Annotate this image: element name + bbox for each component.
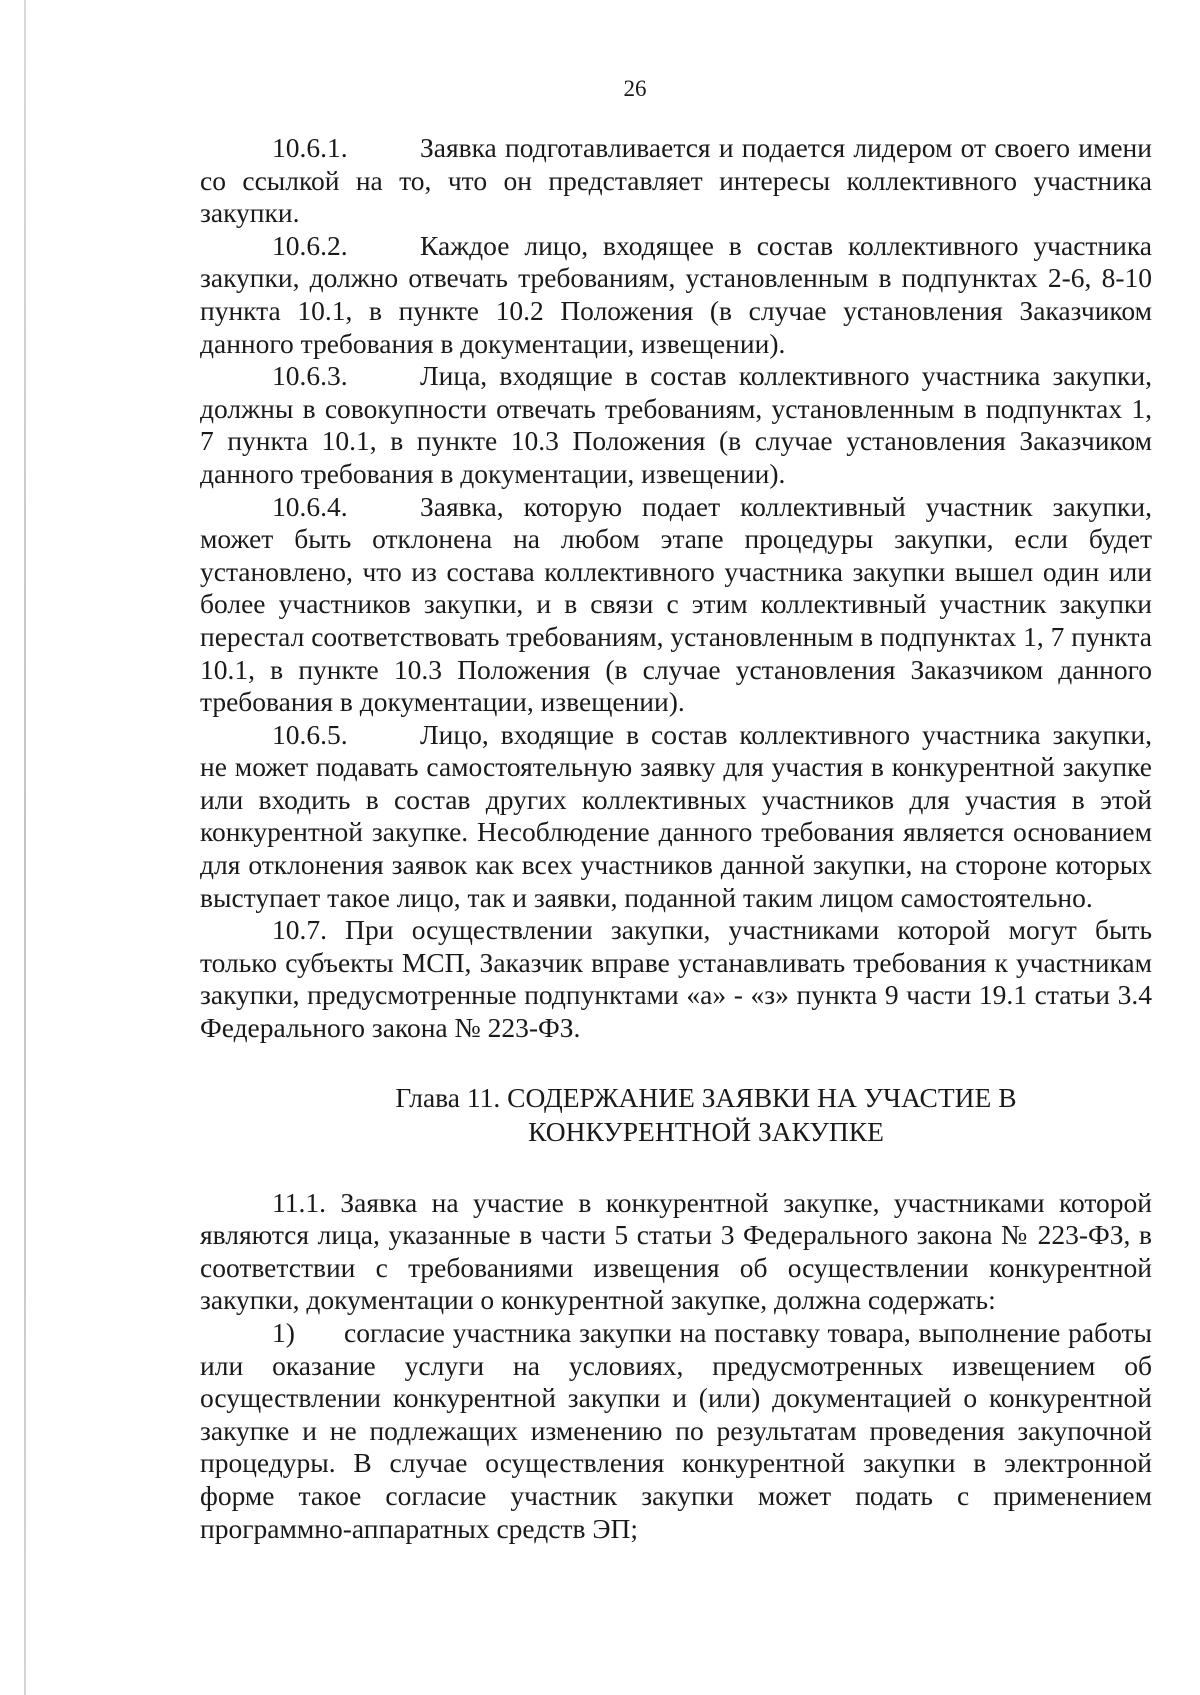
clause-number: 10.6.5. [272,718,348,750]
list-item-number: 1) [272,1317,295,1348]
chapter-title-line-1: Глава 11. СОДЕРЖАНИЕ ЗАЯВКИ НА УЧАСТИЕ В [395,1081,1017,1113]
list-item-text: согласие участника закупки на поставку товара, выполнение работы или оказание услуги на условиях, предусмотренных извещением об осуществлении конкурентной закупки и (или) документацией о конкурентной закупке и не подлежащих изменению по результатам проведения закупочной процедуры. В случае осуществления конкурентной закупки в электронной форме такое согласие участник закупки может подать с применением программно-аппаратных средств ЭП; [200,1317,1152,1544]
clause-text: Лица, входящие в состав коллективного участника закупки, должны в совокупности отвечать требованиям, установленным в подпунктах 1, 7 пункта 10.1, в пункте 10.3 Положения (в случае установления Заказчиком данного требования в документации, извещении). [200,360,1152,489]
clause-10-7: 10.7. При осуществлении закупки, участниками которой могут быть только субъекты МСП, Заказчик вправе устанавливать требования к участникам закупки, предусмотренные подпунктами «а» - «з» пункта 9 части 19.1 статьи 3.4 Федерального закона № 223-ФЗ. [200,914,1152,1044]
clause-number: 10.6.3. [272,360,348,392]
clause-number: 10.6.4. [272,490,348,522]
clause-number: 10.6.1. [272,132,348,163]
clause-10-6-4 [200,491,1152,719]
clause-10-6-2 [200,230,1152,360]
chapter-title [200,1081,1152,1149]
clause-10-6-1 [200,132,1152,230]
clause-text: Каждое лицо, входящее в состав коллективного участника закупки, должно отвечать требованиям, установленным в подпунктах 2-6, 8-10 пункта 10.1, в пункте 10.2 Положения (в случае установления Заказчиком данного требования в документации, извещении). [200,229,1152,359]
chapter-title-line-2: КОНКУРЕНТНОЙ ЗАКУПКЕ [528,1115,884,1147]
clause-text: Заявка, которую подает коллективный участник закупки, может быть отклонена на любом этапе процедуры закупки, если будет установлено, что из состава коллективного участника закупки вышел один или более участников закупки, и в связи с этим коллективный участник закупки перестал соответствовать требованиям, установленным в подпунктах 1, 7 пункта 10.1, в пункте 10.3 Положения (в случае установления Заказчиком данного требования в документации, извещении). [200,490,1152,718]
clause-10-6-5 [200,719,1152,915]
page-number: 26 [623,76,647,101]
list-item-1 [200,1317,1152,1545]
clause-number: 10.6.2. [272,229,348,261]
clause-10-6-3 [200,360,1152,490]
scan-edge-line [24,0,26,1695]
clause-text: Заявка подготавливается и подается лидером от своего имени со ссылкой на то, что он представляет интересы коллективного участника закупки. [200,132,1152,229]
clause-11-1: 11.1. Заявка на участие в конкурентной закупке, участниками которой являются лица, указанные в части 5 статьи 3 Федерального закона № 223-ФЗ, в соответствии с требованиями извещения об осуществлении конкурентной закупки, документации о конкурентной закупке, должна содержать: [200,1186,1152,1316]
clause-text: Лицо, входящие в состав коллективного участника закупки, не может подавать самостоятельную заявку для участия в конкурентной закупке или входить в состав других коллективных участников для участия в этой конкурентной закупке. Несоблюдение данного требования является основанием для отклонения заявок как всех участников данной закупки, на стороне которых выступает такое лицо, так и заявки, поданной таким лицом самостоятельно. [200,718,1152,913]
document-body [200,132,1152,1545]
